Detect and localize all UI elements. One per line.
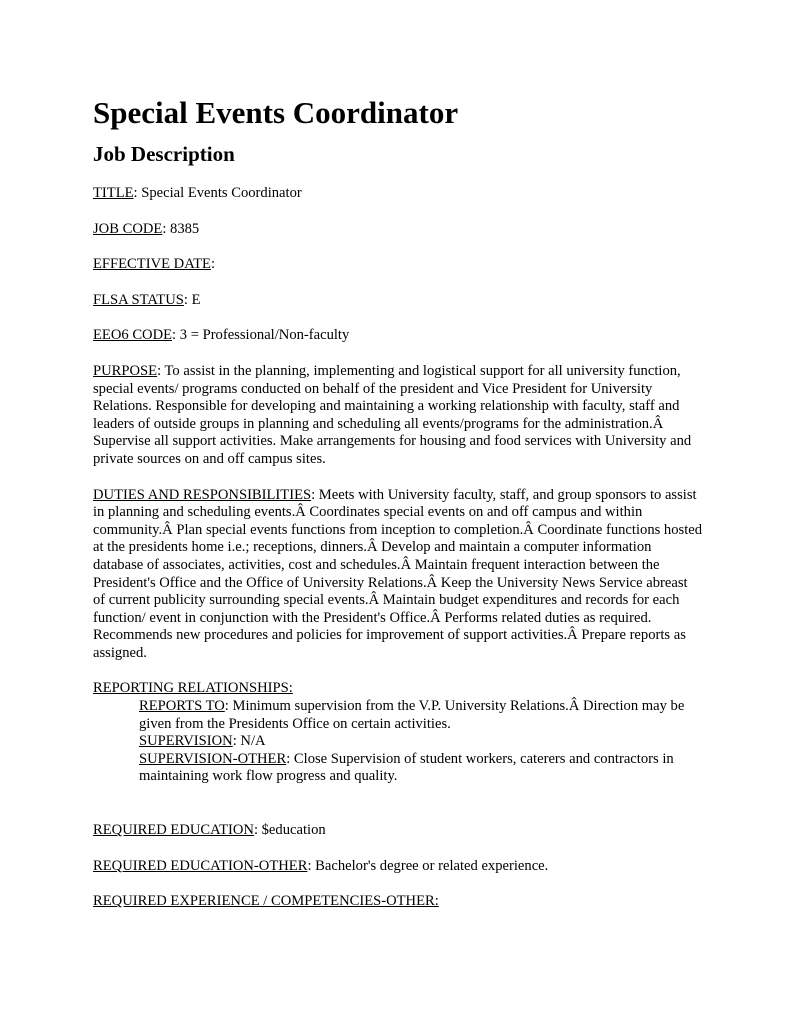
field-value: : Special Events Coordinator bbox=[133, 185, 302, 201]
field-label: SUPERVISION-OTHER bbox=[139, 750, 287, 767]
field-supervision-other bbox=[139, 751, 703, 786]
field-label: SUPERVISION bbox=[139, 733, 233, 750]
field-reporting-relationships bbox=[93, 680, 703, 698]
field-eeo6-code bbox=[93, 327, 703, 345]
field-label: REPORTS TO bbox=[139, 698, 225, 715]
field-duties bbox=[93, 487, 703, 663]
field-label: EEO6 CODE bbox=[93, 327, 173, 344]
field-value: : 8385 bbox=[162, 220, 200, 237]
field-label: REQUIRED EDUCATION-OTHER bbox=[93, 857, 308, 874]
field-value: : bbox=[210, 256, 216, 273]
field-value: : 3 = Professional/Non-faculty bbox=[172, 327, 350, 344]
field-reports-to bbox=[139, 698, 703, 733]
field-flsa-status bbox=[93, 292, 703, 310]
field-value: : $education bbox=[253, 822, 326, 839]
field-label: REQUIRED EDUCATION bbox=[93, 822, 254, 839]
field-supervision bbox=[139, 733, 703, 751]
field-required-education-other bbox=[93, 858, 703, 876]
field-job-code bbox=[93, 221, 703, 239]
field-label: DUTIES AND RESPONSIBILITIES bbox=[93, 486, 312, 503]
page-subtitle: Job Description bbox=[93, 142, 235, 166]
field-value: : E bbox=[183, 291, 201, 308]
field-value: : Minimum supervision from the V.P. University Relations.Â Direction may be given from the Presidents Office on certain activities. bbox=[139, 698, 685, 732]
field-effective-date bbox=[93, 256, 703, 274]
document-page bbox=[93, 94, 703, 911]
field-label: JOB CODE bbox=[93, 220, 163, 237]
field-value: : Meets with University faculty, staff, and group sponsors to assist in planning and scheduling events.Â Coordinates special events on and off campus and within community.Â Plan special events functions from inception to completion.Â Coordinate functions hosted at the presidents home i.e.; receptions, dinners.Â Develop and maintain a computer information database of associates, activities, cost and schedules.Â Maintain frequent interaction between the President's Office and the Office of University Relations.Â Keep the University News Service abreast of current publicity surrounding special events.Â Maintain budget expenditures and records for each function/ event in conjunction with the President's Office.Â Performs related duties as required. Recommends new procedures and policies for improvement of support activities.Â Prepare reports as assigned. bbox=[93, 486, 703, 661]
field-required-education bbox=[93, 822, 703, 840]
field-label: TITLE bbox=[93, 185, 134, 201]
field-value: : Bachelor's degree or related experience. bbox=[307, 857, 549, 874]
field-label: EFFECTIVE DATE bbox=[93, 256, 211, 273]
field-label: PURPOSE bbox=[93, 362, 158, 379]
field-required-experience bbox=[93, 893, 703, 911]
field-label: FLSA STATUS bbox=[93, 291, 184, 308]
field-value: : Close Supervision of student workers, caterers and contractors in maintaining work flow progress and quality. bbox=[139, 750, 674, 785]
field-purpose bbox=[93, 363, 703, 469]
field-label: REPORTING RELATIONSHIPS: bbox=[93, 680, 293, 697]
page-title: Special Events Coordinator bbox=[93, 95, 459, 130]
field-label: REQUIRED EXPERIENCE / COMPETENCIES-OTHER: bbox=[93, 893, 439, 910]
field-value: : To assist in the planning, implementing and logistical support for all university function, special events/ programs conducted on behalf of the president and Vice President for University Relations. Responsible for developing and maintaining a working relationship with faculty, staff and leaders of outside groups in planning and scheduling all events/programs for the administration.Â Supervise all support activities. Make arrangements for housing and food services with University and private sources on and off campus sites. bbox=[93, 362, 692, 467]
field-value: : N/A bbox=[232, 733, 266, 750]
field-title bbox=[93, 185, 703, 203]
